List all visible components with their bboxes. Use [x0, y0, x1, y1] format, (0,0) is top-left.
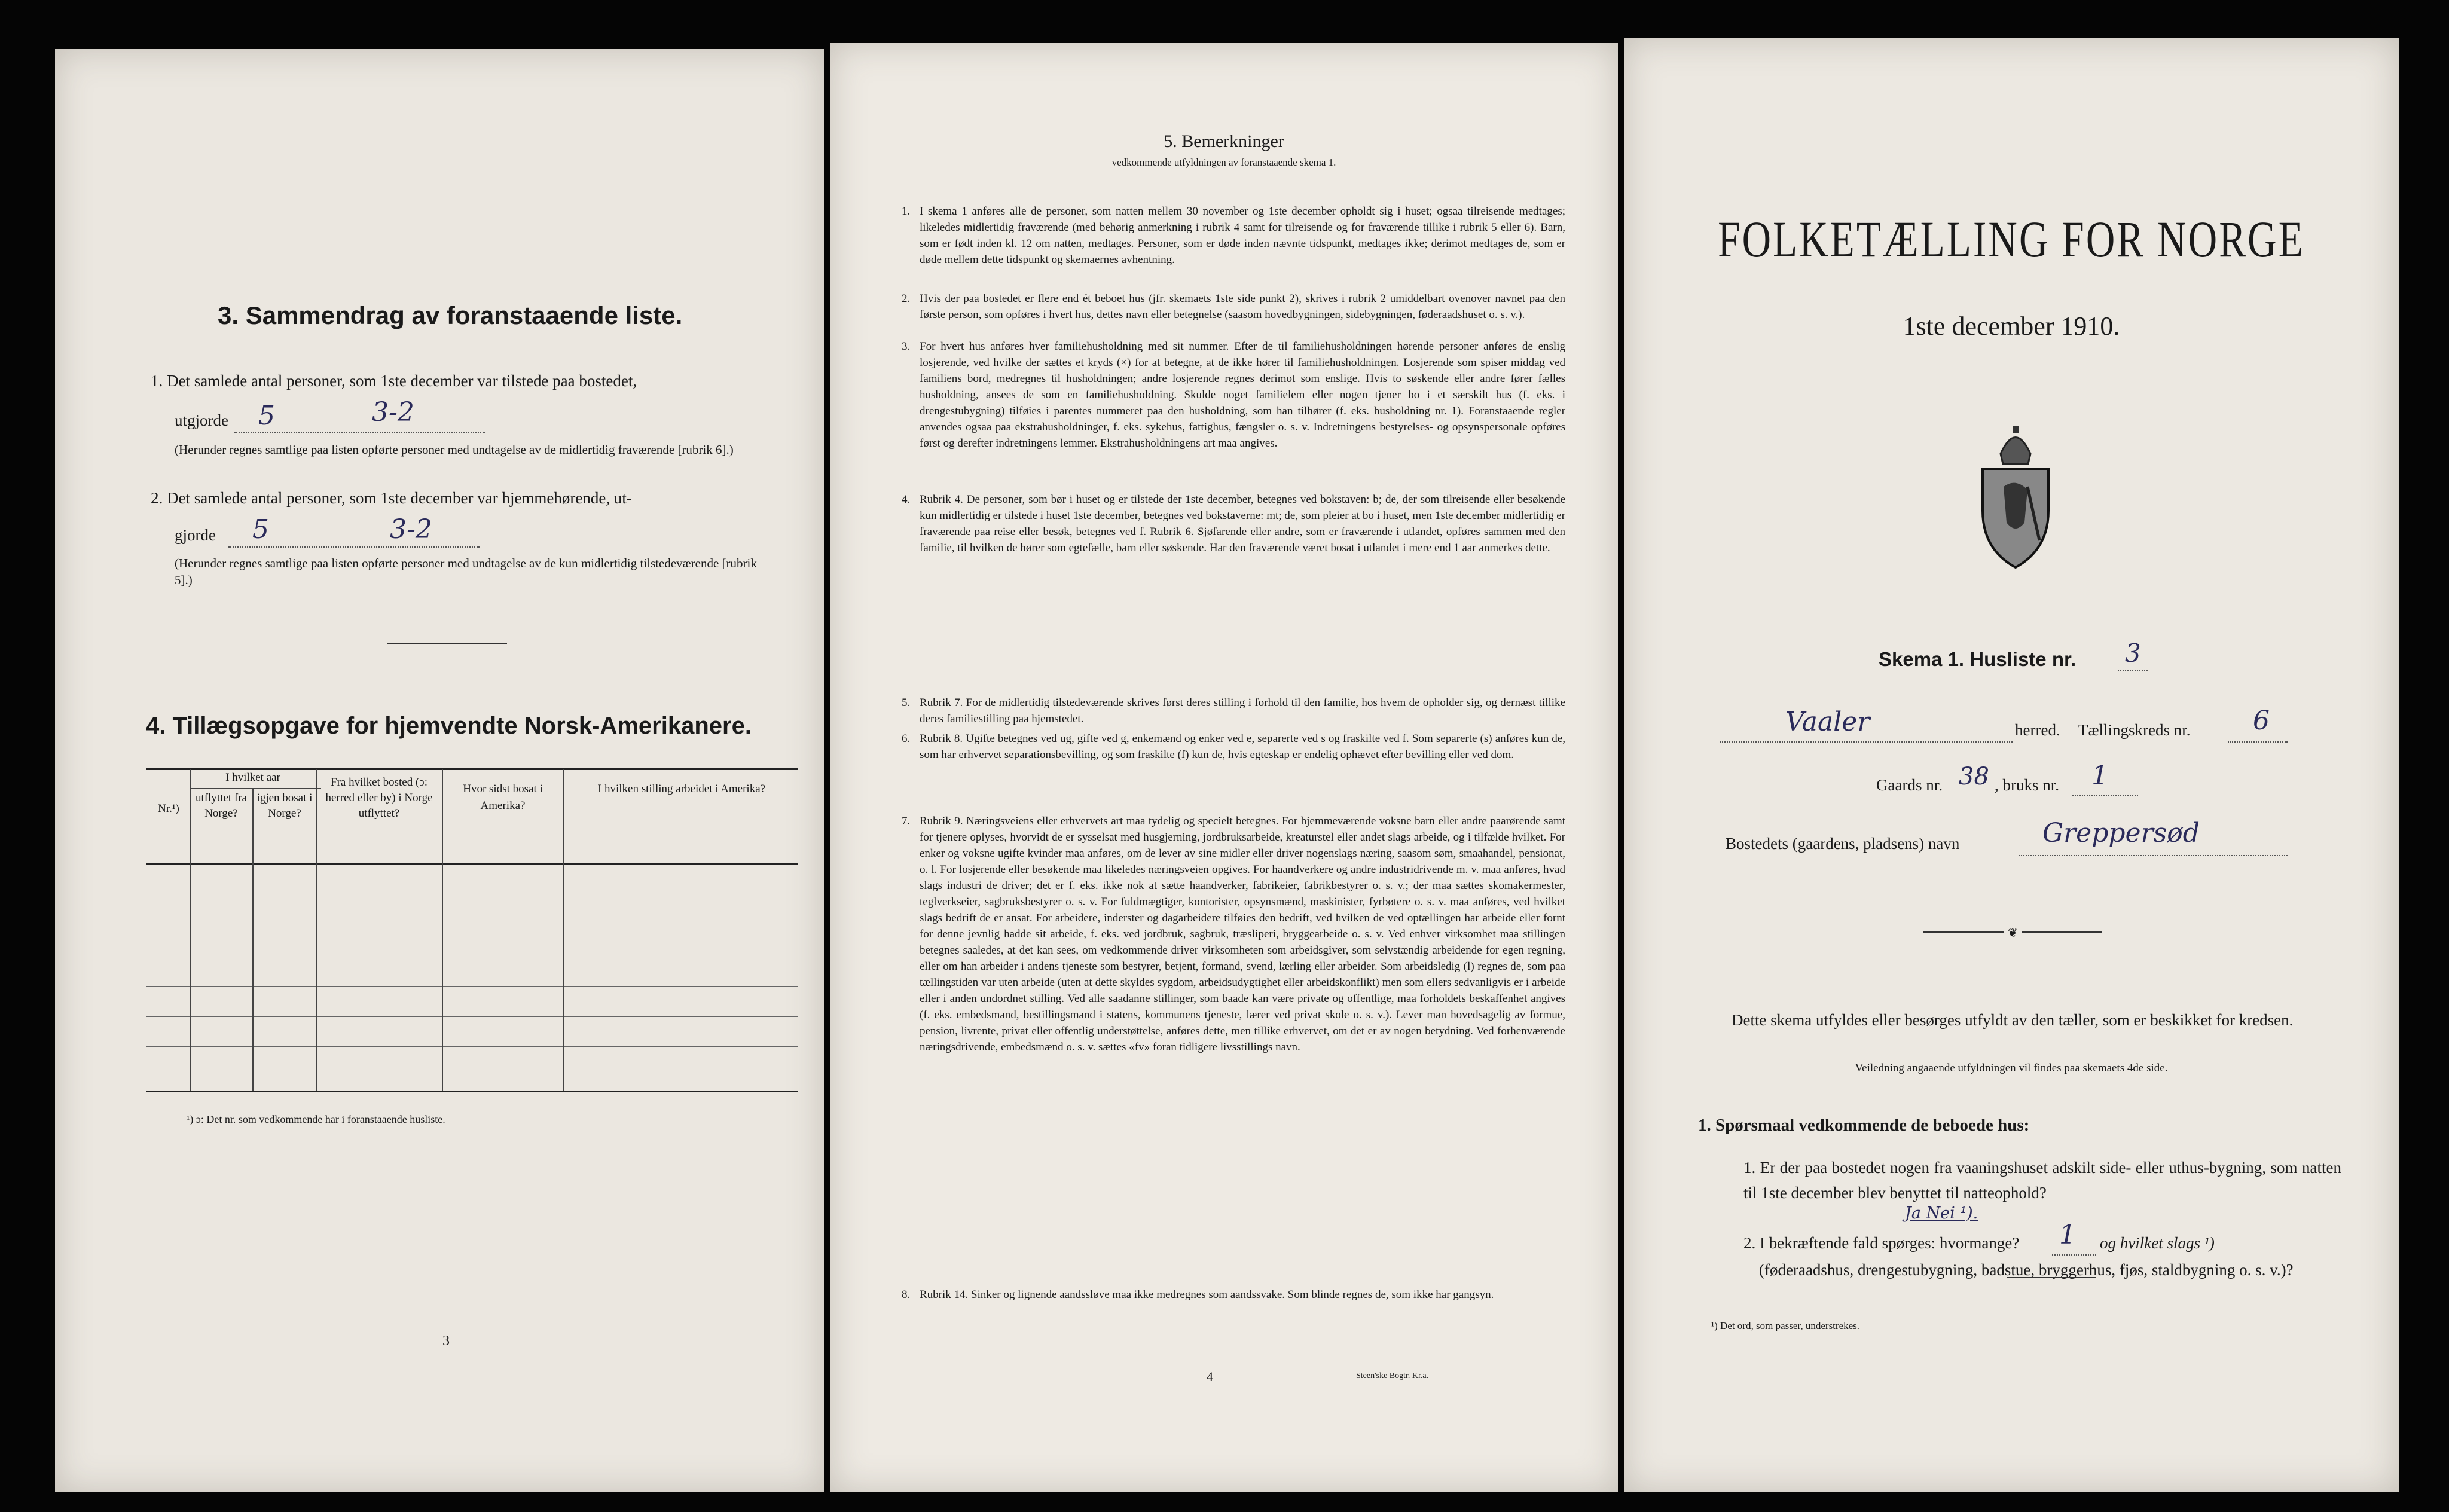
kreds-value: 6	[2253, 705, 2270, 736]
printer-mark: Steen'ske Bogtr. Kr.a.	[1356, 1372, 1429, 1380]
col-utflyttet: utflyttet fra Norge?	[196, 792, 247, 820]
note-4: 4. Rubrik 4. De personer, som bør i huset og er tilstede der 1ste december, betegnes ved bokstaven: b; de, der som tilreisende eller besøkende kun midlertidig er tilstede i huset 1ste december, betegnes ved bokstaverne: mt; de, som pleier at bo i huset, men 1ste december midlertidig er fraværende paa reise eller besøk, betegnes ved f. Rubrik 6. Sjøfarende eller andre, som er fraværende i utlandet, opføres sammen med den familie, til hvilken de hører som egtefælle, barn eller søskende. Har den fraværende været bosat i utlandet i mere end 1 aar anmerkes dette.	[902, 493, 1565, 554]
census-date: 1ste december 1910.	[1903, 311, 2120, 341]
page-number: 3	[442, 1333, 450, 1349]
gaards-value: 38	[1959, 763, 1989, 790]
q1-answer: 5	[258, 401, 275, 431]
col-nr: Nr.¹)	[158, 802, 179, 815]
title: FOLKETÆLLING FOR NORGE	[1718, 210, 2305, 268]
q2-lead: gjorde	[175, 526, 216, 544]
bruks-value: 1	[2091, 760, 2108, 791]
remarks-subheading: vedkommende utfyldningen av foranstaaende skema 1.	[1111, 157, 1336, 168]
question-2-count: 1	[2059, 1220, 2076, 1250]
q2-note: (Herunder regnes samtlige paa listen opførte personer med undtagelse av de kun midlertidig tilstedeværende [rubrik 5].)	[175, 556, 757, 587]
q2-answer2: 3-2	[390, 514, 432, 545]
section3-heading: 3. Sammendrag av foranstaaende liste.	[218, 301, 683, 329]
col-stilling: I hvilken stilling arbeidet i Amerika?	[597, 783, 766, 795]
table-group-header: I hvilket aar	[225, 771, 280, 784]
section4-footnote: ¹) ɔ: Det nr. som vedkommende har i foranstaaende husliste.	[187, 1113, 445, 1125]
middle-page	[830, 43, 1618, 1492]
skema-label: Skema 1. Husliste nr.	[1879, 648, 2077, 670]
guidance: Veiledning angaaende utfyldningen vil findes paa skemaets 4de side.	[1855, 1062, 2168, 1074]
note-1: 1. I skema 1 anføres alle de personer, som natten mellem 30 november og 1ste december opholdt sig i huset; ogsaa tilreisende medtages; likeledes midlertidig fraværende (med behørig anmerkning i rubrik 4 samt for tilreisende og for fraværende tillike i rubrik 5 eller 6). Barn, som er født inden kl. 12 om natten, medtages. Personer, som er døde inden nævnte tidspunkt, medtages ikke; derimot medtages de, som er døde mellem dette tidspunkt og skemaernes avhentning.	[902, 205, 1565, 266]
page-number: 4	[1207, 1369, 1213, 1384]
remarks-heading: 5. Bemerkninger	[1164, 132, 1284, 151]
note-8: 8. Rubrik 14. Sinker og lignende aandssløve maa ikke medregnes som aandssvake. Som blinde regnes de, som ikke har gangsyn.	[902, 1288, 1494, 1301]
right-page	[1624, 38, 2399, 1492]
section4-heading: 4. Tillægsopgave for hjemvendte Norsk-Amerikanere.	[146, 713, 752, 739]
bosted-label: Bostedets (gaardens, pladsens) navn	[1726, 835, 1960, 853]
col-fra-bosted: Fra hvilket bosted (ɔ: herred eller by) i Norge utflyttet?	[325, 776, 433, 820]
question-2-a: 2. I bekræftende fald spørges: hvormange?	[1743, 1234, 2020, 1252]
bosted-value: Greppersød	[2042, 818, 2200, 848]
section1-heading: 1. Spørsmaal vedkommende de beboede hus:	[1698, 1116, 2030, 1135]
husliste-number: 3	[2125, 639, 2141, 668]
footnote: ¹) Det ord, som passer, understrekes.	[1711, 1320, 1860, 1331]
herred-value: Vaaler	[1785, 707, 1870, 737]
gaards-label: Gaards nr.	[1876, 776, 1943, 794]
q1-note: (Herunder regnes samtlige paa listen opførte personer med undtagelse av de midlertidig fraværende [rubrik 6].)	[175, 442, 734, 457]
note-3: 3. For hvert hus anføres hver familiehusholdning med sit nummer. Efter de til familiehusholdningen hørende personer anføres de enslig losjerende, ved hvilke der sættes et kryds (×) for at betegne, at de ikke hører til familiehusholdningen. Losjerende som spiser middag ved familiens bord, medregnes til husholdningen; andre losjerende regnes derimot som enslige. Hvis to søskende eller andre fører fælles husholdning, ansees de som en familiehusholdning. Skulde noget familielem eller nogen tjener bo i et særskilt hus (f. eks. i drengestubygning) tilføies i parentes nummeret paa den husholdning, som han tilhører (f. eks. husholdning nr. 1). Foranstaaende regler anvendes ogsaa paa ekstrahusholdninger, f. eks. sykehus, fattighus, fængsler o. s. v. Indretningens bestyrelses- og opsynspersonale opføres først og derefter indretningens lemmer. Ekstrahusholdningens art maa angives.	[902, 340, 1565, 450]
herred-label: herred.	[2015, 721, 2060, 739]
bruks-label: , bruks nr.	[1995, 776, 2059, 794]
q2-answer: 5	[252, 514, 269, 545]
kreds-label: Tællingskreds nr.	[2078, 721, 2191, 739]
question-1: 1. Er der paa bostedet nogen fra vaaningshuset adskilt side- eller uthus-bygning, som natten til 1ste december blev benyttet til natteophold?	[1743, 1159, 2341, 1202]
note-2: 2. Hvis der paa bostedet er flere end ét beboet hus (jfr. skemaets 1ste side punkt 2), skrives i rubrik 2 umiddelbart ovenover navnet paa den første person, som opføres i hvert hus, dettes navn eller betegnelse (saasom hovedbygningen, sidebygningen, føderaadshuset o. s. v.).	[902, 292, 1565, 321]
question-1-options: Ja Nei ¹).	[1905, 1204, 1978, 1223]
left-page	[55, 49, 824, 1492]
q1-lead: utgjorde	[175, 411, 228, 429]
q1-answer2: 3-2	[372, 397, 414, 427]
note-6: 6. Rubrik 8. Ugifte betegnes ved ug, gifte ved g, enkemænd og enker ved e, separerte ved s og fraskilte ved f. Som separerte (s) anføres kun de, som har erhvervet separationsbevilling, og som fraskilte (f) kun de, hvis egteskap er endelig ophævet efter bevilling eller ved dom.	[902, 732, 1565, 761]
note-5: 5. Rubrik 7. For de midlertidig tilstedeværende skrives først deres stilling i forhold til den familie, hos hvem de opholder sig, og dernæst tillike deres familiestilling paa hjemstedet.	[902, 697, 1565, 725]
question-2-b: og hvilket slags ¹)	[2100, 1234, 2215, 1252]
col-igjen-bosat: igjen bosat i Norge?	[256, 792, 313, 820]
col-amerika-bosat: Hvor sidst bosat i Amerika?	[463, 783, 543, 812]
ornament-icon: ❦	[2004, 925, 2022, 940]
q2-text: 2. Det samlede antal personer, som 1ste december var hjemmehørende, ut-	[151, 489, 632, 507]
question-2-c: (føderaadshus, drengestubygning, badstue, bryggerhus, fjøs, staldbygning o. s. v.)?	[1759, 1261, 2294, 1279]
instruction: Dette skema utfyldes eller besørges utfyldt av den tæller, som er beskikket for kredsen.	[1732, 1011, 2294, 1029]
note-7: 7. Rubrik 9. Næringsveiens eller erhvervets art maa tydelig og specielt betegnes. For hjemmeværende voksne barn eller andre paarørende samt for tjenere oplyses, hvorvidt de er sysselsat med husgjerning, jordbruksarbeide, kreaturstel eller andet slags arbeide, og i tilfælde hvilket. For enker og voksne ugifte kvinder maa anføres, om de lever av sine midler eller driver nogenslags næring, saasom søm, smaahandel, pensionat, o. l. For losjerende eller besøkende maa likeledes næringsveien opgives. For haandverkere og andre industridrivende m. v. maa anføres, hvad slags industri de driver; det er f. eks. ikke nok at sætte haandverker, fabrikeier, fabrikbestyrer o. s. v.; der maa sættes skomakermester, teglverkseier, sagbruksbestyrer o. s. v. For fuldmægtiger, kontorister, opsynsmænd, maskinister, fyrbøtere o. s. v. maa anføres, ved hvilket slags bedrift de er ansat. For arbeidere, inderster og dagarbeidere tilføies den bedrift, ved hvilken de ved optællingen har arbeide eller fornt for denne jevnlig hadde sit arbeide, f. eks. ved jordbruk, sagbruk, træsliperi, bryggearbeide o. s. v. Ved enhver virksomhet maa stillingen betegnes saaledes, at det kan sees, om vedkommende driver virksomheten som arbeidsgiver, som selvstændig arbeidende for egen regning, eller om han arbeider i andens tjeneste som bestyrer, betjent, formand, svend, lærling eller arbeider. Som arbeidsledig (l) regnes de, som paa tællingstiden var uten arbeide (uten at dette skyldes sygdom, arbeidsudygtighet eller arbeidskonflikt) men som ellers sedvanligvis er i arbeide eller i anden undordnet stilling. Ved alle saadanne stillinger, som baade kan være private og offentlige, maa forholdets beskaffenhet angives (f. eks. embedsmand, bestillingsmand i statens, kommunens tjeneste, lærer ved privat skole o. s. v.). Lever man hovedsagelig av formue, pension, livrente, privat eller offentlig understøttelse, anføres dette, men tillike erhvervet, om det er av nogen betydning. Ved forhenværende næringsdrivende, embedsmænd o. s. v. sættes «fv» foran tidligere livsstillings navn.	[902, 815, 1565, 1053]
q1-text: 1. Det samlede antal personer, som 1ste december var tilstede paa bostedet,	[151, 372, 637, 390]
coat-of-arms-icon	[1971, 421, 2060, 570]
